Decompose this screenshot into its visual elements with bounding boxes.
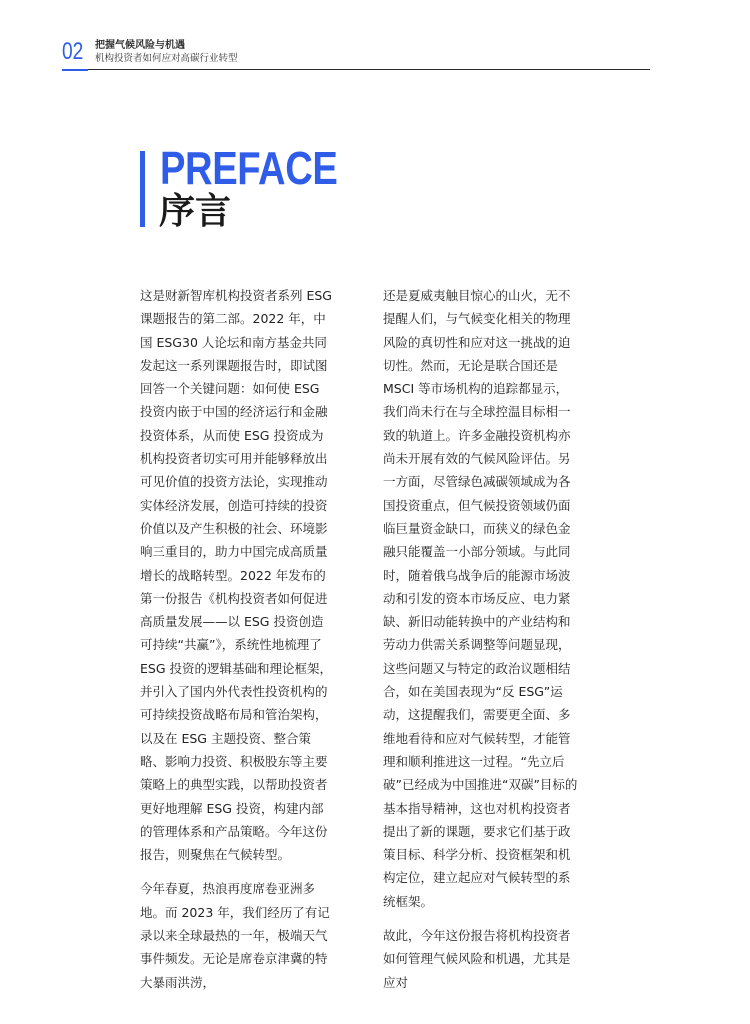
body-column-left [140, 284, 335, 994]
preface-accent-bar [140, 151, 145, 227]
preface-heading-chinese: 序言 [159, 191, 232, 232]
preface-heading-english: PREFACE [160, 142, 338, 194]
header-title: 把握气候风险与机遇 [95, 40, 185, 51]
body-column-right [383, 284, 578, 994]
paragraph: 故此，今年这份报告将机构投资者如何管理气候风险和机遇，尤其是应对 [383, 928, 571, 990]
header-divider [62, 69, 650, 70]
header-titles [95, 39, 238, 65]
paragraph: 还是夏威夷触目惊心的山火，无不提醒人们，与气候变化相关的物理风险的真切性和应对这一挑战的迫切性。然而，无论是联合国还是 MSCI 等市场机构的追踪都显示，我们尚未行在与全球控温目标相一致的轨道上。许多金融投资机构亦尚未开展有效的气候风险评估。另一方面，尽管绿色减碳领域成为各国投资重点，但气候投资领域仍面临巨量资金缺口，而狭义的绿色金融只能覆盖一小部分领域。与此同时，随着俄乌战争后的能源市场波动和引发的资本市场反应、电力紧缺、新旧动能转换中的产业结构和劳动力供需关系调整等问题显现，这些问题又与特定的政治议题相结合，如在美国表现为“反 ESG”运动，这提醒我们，需要更全面、多维地看待和应对气候转型，才能管理和顺利推进这一过程。“先立后破”已经成为中国推进“双碳”目标的基本指导精神，这也对机构投资者提出了新的课题，要求它们基于政策目标、科学分析、投资框架和机构定位，建立起应对气候转型的系统框架。 [383, 288, 578, 909]
paragraph: 今年春夏，热浪再度席卷亚洲多地。而 2023 年，我们经历了有记录以来全球最热的一年，极端天气事件频发。无论是席卷京津冀的特大暴雨洪涝， [140, 881, 330, 990]
header-divider-accent [62, 69, 88, 71]
paragraph: 这是财新智库机构投资者系列 ESG 课题报告的第二部。2022 年，中国 ESG30 人论坛和南方基金共同发起这一系列课题报告时，即试图回答一个关键问题：如何使 ESG 投资内嵌于中国的经济运行和金融投资体系，从而使 ESG 投资成为机构投资者切实可用并能够释放出可见价值的投资方法论，实现推动实体经济发展，创造可持续的投资价值以及产生积极的社会、环境影响三重目的，助力中国完成高质量增长的战略转型。2022 年发布的第一份报告《机构投资者如何促进高质量发展——以 ESG 投资创造可持续“共赢”》，系统性地梳理了 ESG 投资的逻辑基础和理论框架，并引入了国内外代表性投资机构的可持续投资战略布局和管治架构，以及在 ESG 主题投资、整合策略、影响力投资、积极股东等主要策略上的典型实践，以帮助投资者更好地理解 ESG 投资，构建内部的管理体系和产品策略。今年这份报告，则聚焦在气候转型。 [140, 288, 332, 863]
header-subtitle: 机构投资者如何应对高碳行业转型 [95, 53, 238, 64]
page-header [62, 36, 650, 72]
page-number: 02 [62, 38, 84, 65]
